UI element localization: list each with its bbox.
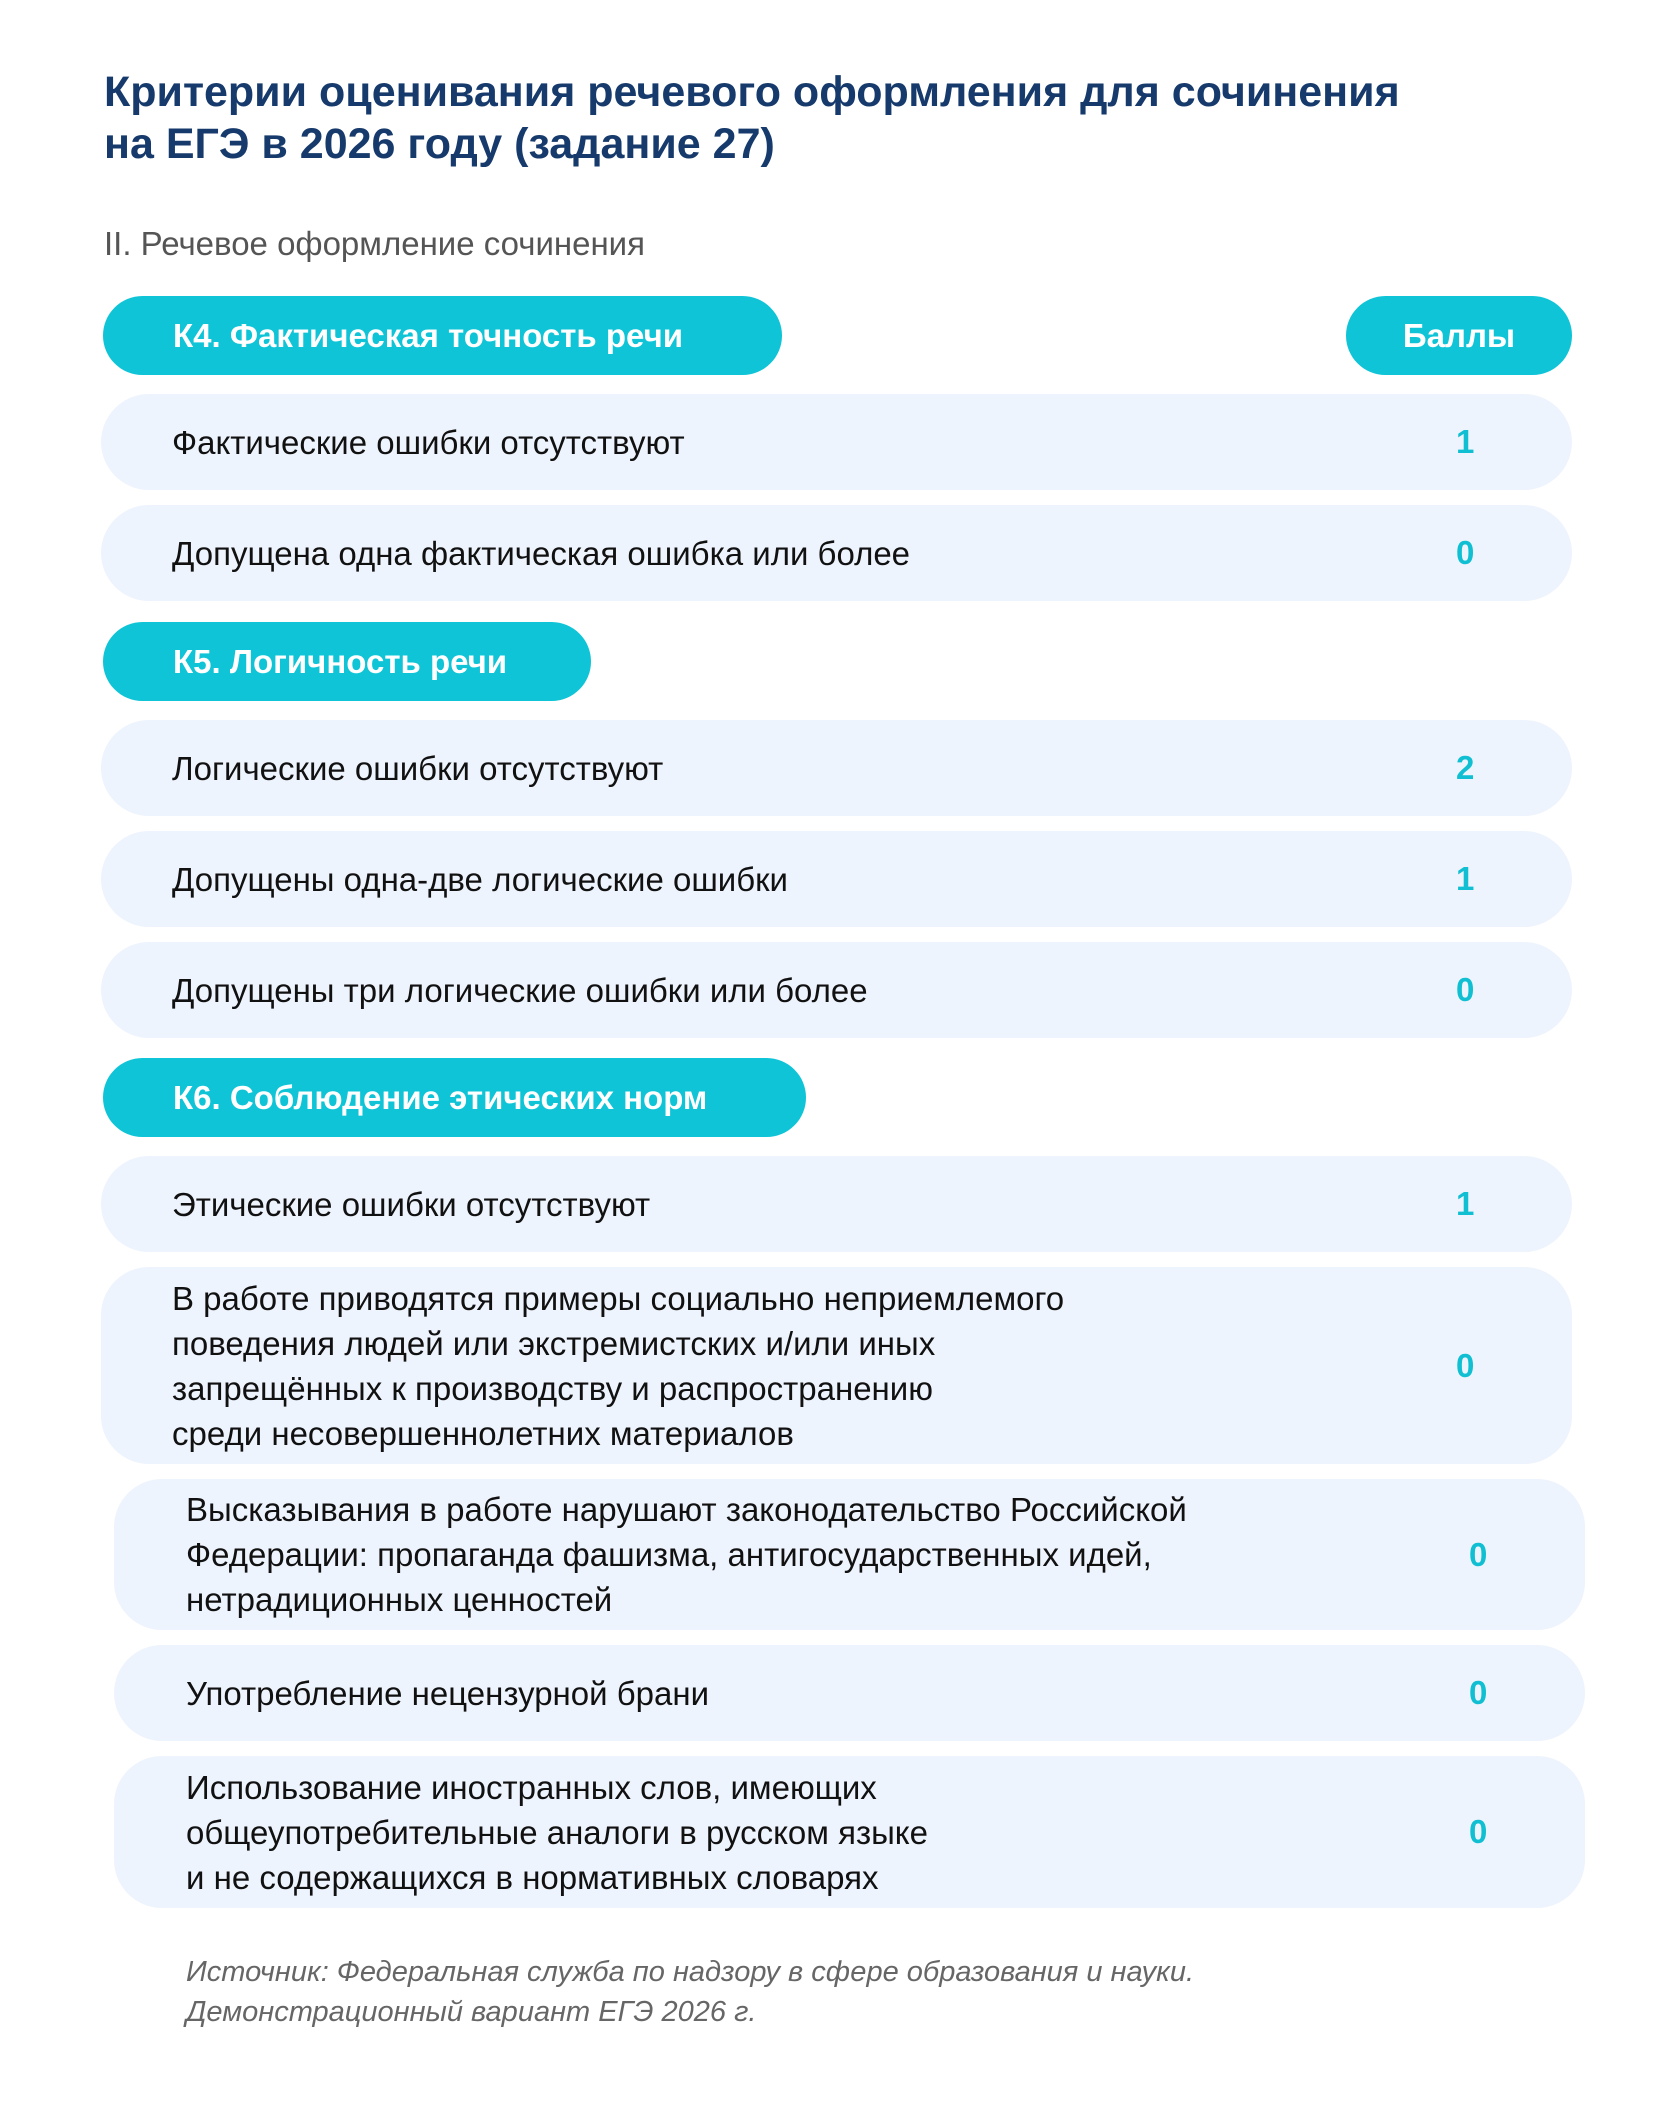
- row-score: 0: [1469, 1674, 1488, 1711]
- k6-row-1: [101, 1156, 1572, 1252]
- row-text-line: запрещённых к производству и распространению: [172, 1369, 933, 1407]
- row-text-line: нетрадиционных ценностей: [186, 1581, 613, 1618]
- points-column-header: Баллы: [1346, 296, 1572, 375]
- criterion-k5-heading: К5. Логичность речи: [103, 622, 591, 701]
- row-score: 2: [1456, 749, 1475, 786]
- row-score: 0: [1456, 534, 1475, 571]
- row-text-line: Использование иностранных слов, имеющих: [186, 1768, 877, 1806]
- k4-row-1: [101, 394, 1572, 490]
- title-line-2: на ЕГЭ в 2026 году (задание 27): [104, 120, 775, 168]
- source-line-2: Демонстрационный вариант ЕГЭ 2026 г.: [186, 1996, 757, 2028]
- k6-row-4: [114, 1645, 1585, 1741]
- k6-row-2: [101, 1267, 1572, 1464]
- k5-row-1: [101, 720, 1572, 816]
- page-title: [104, 66, 1584, 170]
- row-score: 0: [1456, 1346, 1475, 1384]
- row-score: 0: [1469, 1535, 1488, 1573]
- row-text-line: В работе приводятся примеры социально неприемлемого: [172, 1279, 1065, 1317]
- row-text-line: Этические ошибки отсутствуют: [172, 1185, 651, 1223]
- row-score: 1: [1456, 860, 1475, 897]
- row-text: Фактические ошибки отсутствуют: [172, 423, 685, 461]
- row-score: 0: [1456, 971, 1475, 1008]
- k6-row-3: [114, 1479, 1585, 1630]
- source-note: [186, 1952, 1194, 2032]
- k5-row-2: [101, 831, 1572, 927]
- title-line-1: Критерии оценивания речевого оформления для сочинения: [104, 68, 1400, 116]
- row-text-line: среди несовершеннолетних материалов: [172, 1414, 794, 1452]
- row-text: Допущена одна фактическая ошибка или более: [172, 534, 911, 572]
- criterion-k4-heading: К4. Фактическая точность речи: [103, 296, 782, 375]
- row-text: Допущены три логические ошибки или более: [172, 971, 868, 1009]
- row-text: [186, 1671, 709, 1716]
- k6-row-5: [114, 1756, 1585, 1908]
- section-label: II. Речевое оформление сочинения: [104, 225, 645, 262]
- row-text: Логические ошибки отсутствуют: [172, 749, 664, 787]
- row-score: 1: [1456, 423, 1475, 460]
- row-score: 0: [1469, 1813, 1488, 1850]
- k5-row-3: [101, 942, 1572, 1038]
- row-score: 1: [1456, 1185, 1475, 1222]
- row-text: [186, 1765, 928, 1900]
- row-text-line: Высказывания в работе нарушают законодательство Российской: [186, 1491, 1187, 1528]
- row-text: [172, 1276, 1064, 1456]
- source-line-1: Источник: Федеральная служба по надзору в сфере образования и науки.: [186, 1956, 1195, 1988]
- row-text: [186, 1487, 1187, 1622]
- row-text-line: поведения людей или экстремистских и/или иных: [172, 1324, 936, 1362]
- row-text-line: и не содержащихся в нормативных словарях: [186, 1858, 879, 1896]
- k4-row-2: [101, 505, 1572, 601]
- criterion-k6-heading: К6. Соблюдение этических норм: [103, 1058, 806, 1137]
- row-text-line: Употребление нецензурной брани: [186, 1674, 710, 1712]
- row-text-line: Федерации: пропаганда фашизма, антигосударственных идей,: [186, 1536, 1152, 1573]
- row-text: [172, 1182, 650, 1227]
- row-text-line: общеупотребительные аналоги в русском языке: [186, 1813, 928, 1851]
- row-text: Допущены одна-две логические ошибки: [172, 860, 788, 898]
